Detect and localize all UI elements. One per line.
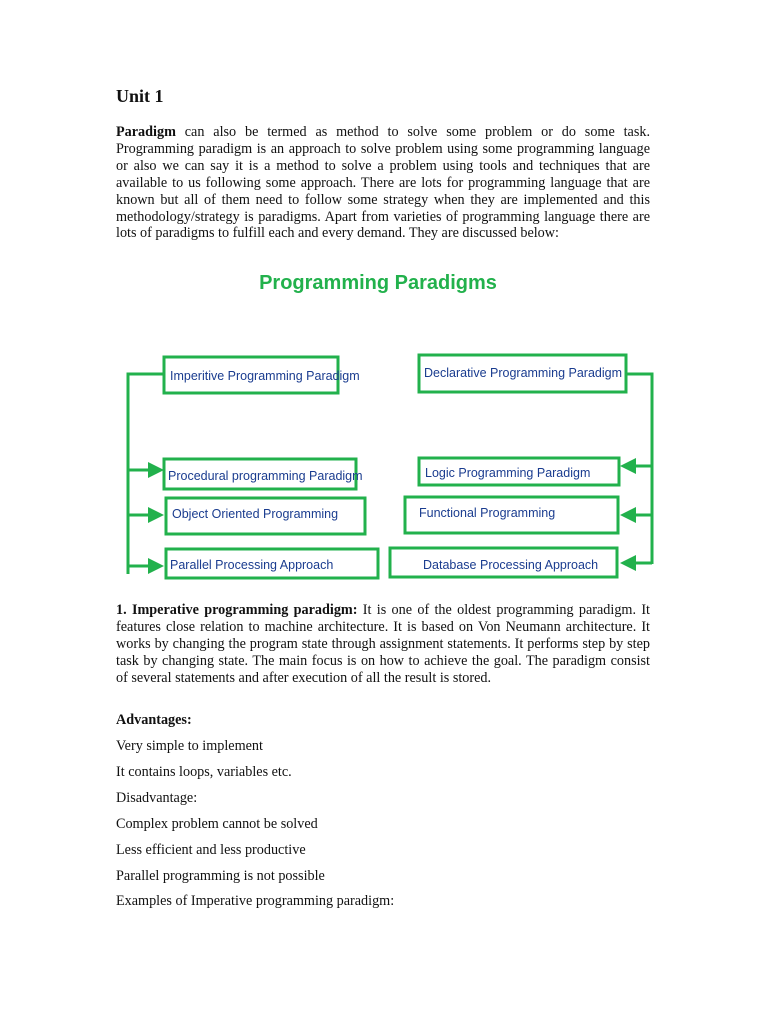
imperative-title: 1. Imperative programming paradigm:: [116, 602, 358, 618]
left-connector: [128, 374, 164, 574]
imperative-paragraph: [116, 602, 650, 687]
arrow-left-icon: [620, 555, 636, 571]
intro-paragraph: [116, 124, 650, 242]
arrow-left-icon: [620, 458, 636, 474]
intro-term: Paradigm: [116, 124, 176, 140]
unit-heading: Unit 1: [116, 86, 164, 106]
declarative-parent-label: Declarative Programming Paradigm: [424, 366, 622, 380]
advantage-item: It contains loops, variables etc.: [116, 764, 292, 780]
arrow-left-icon: [620, 507, 636, 523]
disadvantage-item: Complex problem cannot be solved: [116, 816, 318, 832]
arrow-right-icon: [148, 558, 164, 574]
arrow-right-icon: [148, 462, 164, 478]
procedural-label: Procedural programming Paradigm: [168, 469, 363, 483]
examples-label: Examples of Imperative programming paradigm:: [116, 893, 395, 909]
advantage-item: Very simple to implement: [116, 738, 263, 754]
oop-label: Object Oriented Programming: [172, 507, 339, 521]
right-arrowheads: [620, 458, 636, 571]
disadvantage-item: Less efficient and less productive: [116, 842, 306, 858]
paradigms-diagram: [0, 262, 768, 592]
advantages-label: Advantages:: [116, 712, 192, 728]
left-arrowheads: [148, 462, 164, 574]
disadvantage-label: Disadvantage:: [116, 790, 198, 806]
disadvantage-item: Parallel programming is not possible: [116, 868, 325, 884]
imperative-parent-label: Imperitive Programming Paradigm: [170, 369, 360, 383]
parallel-label: Parallel Processing Approach: [170, 558, 334, 572]
diagram-title: Programming Paradigms: [259, 272, 497, 294]
imperative-text: It is one of the oldest programming paradigm. It features close relation to machine architecture. It is based on Von Neumann architecture. It works by changing the program state through assignment statements. It performs step by step task by changing state. The main focus is on how to achieve the goal. The paradigm consist of several statements and after execution of all the result is stored.: [116, 602, 650, 686]
functional-label: Functional Programming: [419, 506, 556, 520]
logic-label: Logic Programming Paradigm: [425, 466, 591, 480]
arrow-right-icon: [148, 507, 164, 523]
database-label: Database Processing Approach: [423, 558, 599, 572]
intro-text: can also be termed as method to solve some problem or do some task. Programming paradigm is an approach to solve problem using some programming language or also we can say it is a method to solve a problem using tools and techniques that are available to us following some approach. There are lots for programming language that are known but all of them need to follow some strategy when they are implemented and this methodology/strategy is paradigms. Apart from varieties of programming language there are lots of paradigms to fulfill each and every demand. They are discussed below:: [116, 124, 650, 242]
